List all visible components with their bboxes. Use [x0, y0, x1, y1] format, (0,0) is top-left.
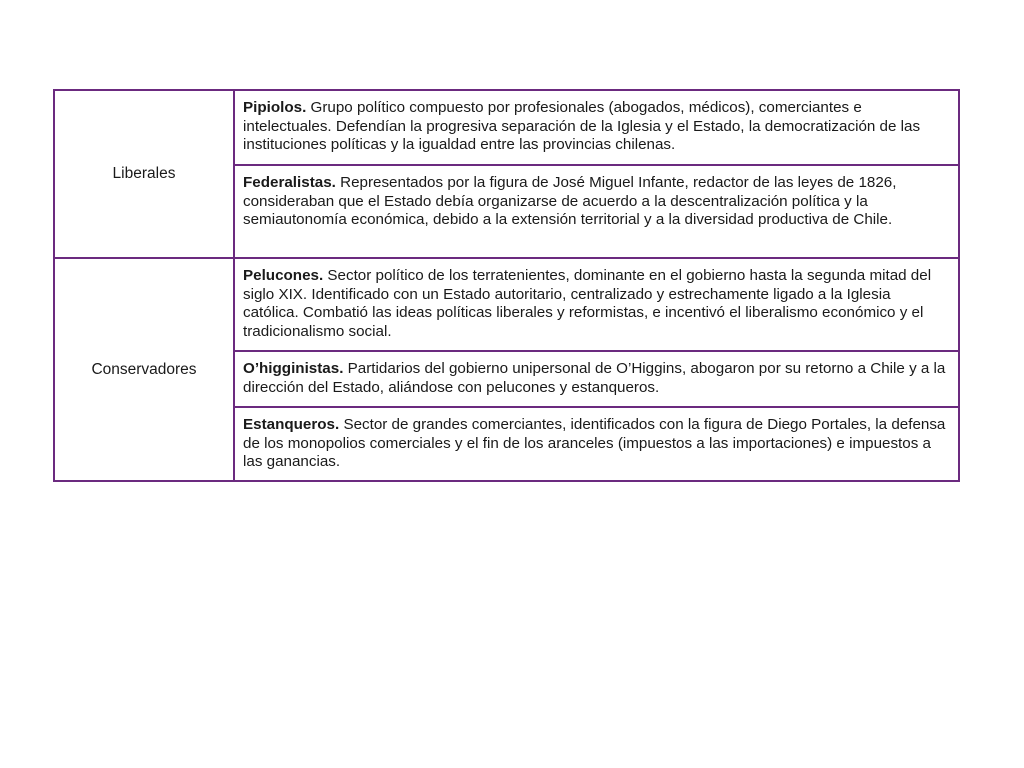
description-cell [234, 165, 959, 258]
term-label: Estanqueros. [243, 416, 340, 433]
term-description: Sector político de los terratenientes, dominante en el gobierno hasta la segunda mitad del siglo XIX. Identificado con un Estado autoritario, centralizado y estrechamente ligado a la Iglesia católica. Combatió las ideas políticas liberales y reformistas, e incentivó el liberalismo económico y el tradicionalismo social. [243, 267, 932, 340]
table-row [54, 90, 959, 165]
description-cell [234, 258, 959, 351]
group-label-liberales: Liberales [54, 90, 234, 258]
term-label: Federalistas. [243, 174, 336, 191]
description-cell [234, 351, 959, 407]
term-label: Pelucones. [243, 267, 324, 284]
description-cell [234, 90, 959, 165]
term-label: Pipiolos. [243, 99, 307, 116]
term-description: Grupo político compuesto por profesionales (abogados, médicos), comerciantes e intelectuales. Defendían la progresiva separación de la Iglesia y el Estado, la democratización de las instituciones políticas y la igualdad entre las provincias chilenas. [243, 99, 921, 154]
term-description: Sector de grandes comerciantes, identificados con la figura de Diego Portales, la defensa de los monopolios comerciales y el fin de los aranceles (impuestos a las importaciones) e impuestos a las ganancias. [243, 416, 946, 471]
term-description: Partidarios del gobierno unipersonal de O’Higgins, abogaron por su retorno a Chile y a la dirección del Estado, aliándose con pelucones y estanqueros. [243, 360, 946, 396]
political-groups-table [53, 89, 960, 482]
group-label-conservadores: Conservadores [54, 258, 234, 481]
description-cell [234, 407, 959, 481]
term-description: Representados por la figura de José Miguel Infante, redactor de las leyes de 1826, consideraban que el Estado debía organizarse de acuerdo a la descentralización política y la semiautonomía económica, debido a la extensión territorial y a la diversidad productiva de Chile. [243, 174, 897, 229]
term-label: O’higginistas. [243, 360, 344, 377]
table-row [54, 258, 959, 351]
